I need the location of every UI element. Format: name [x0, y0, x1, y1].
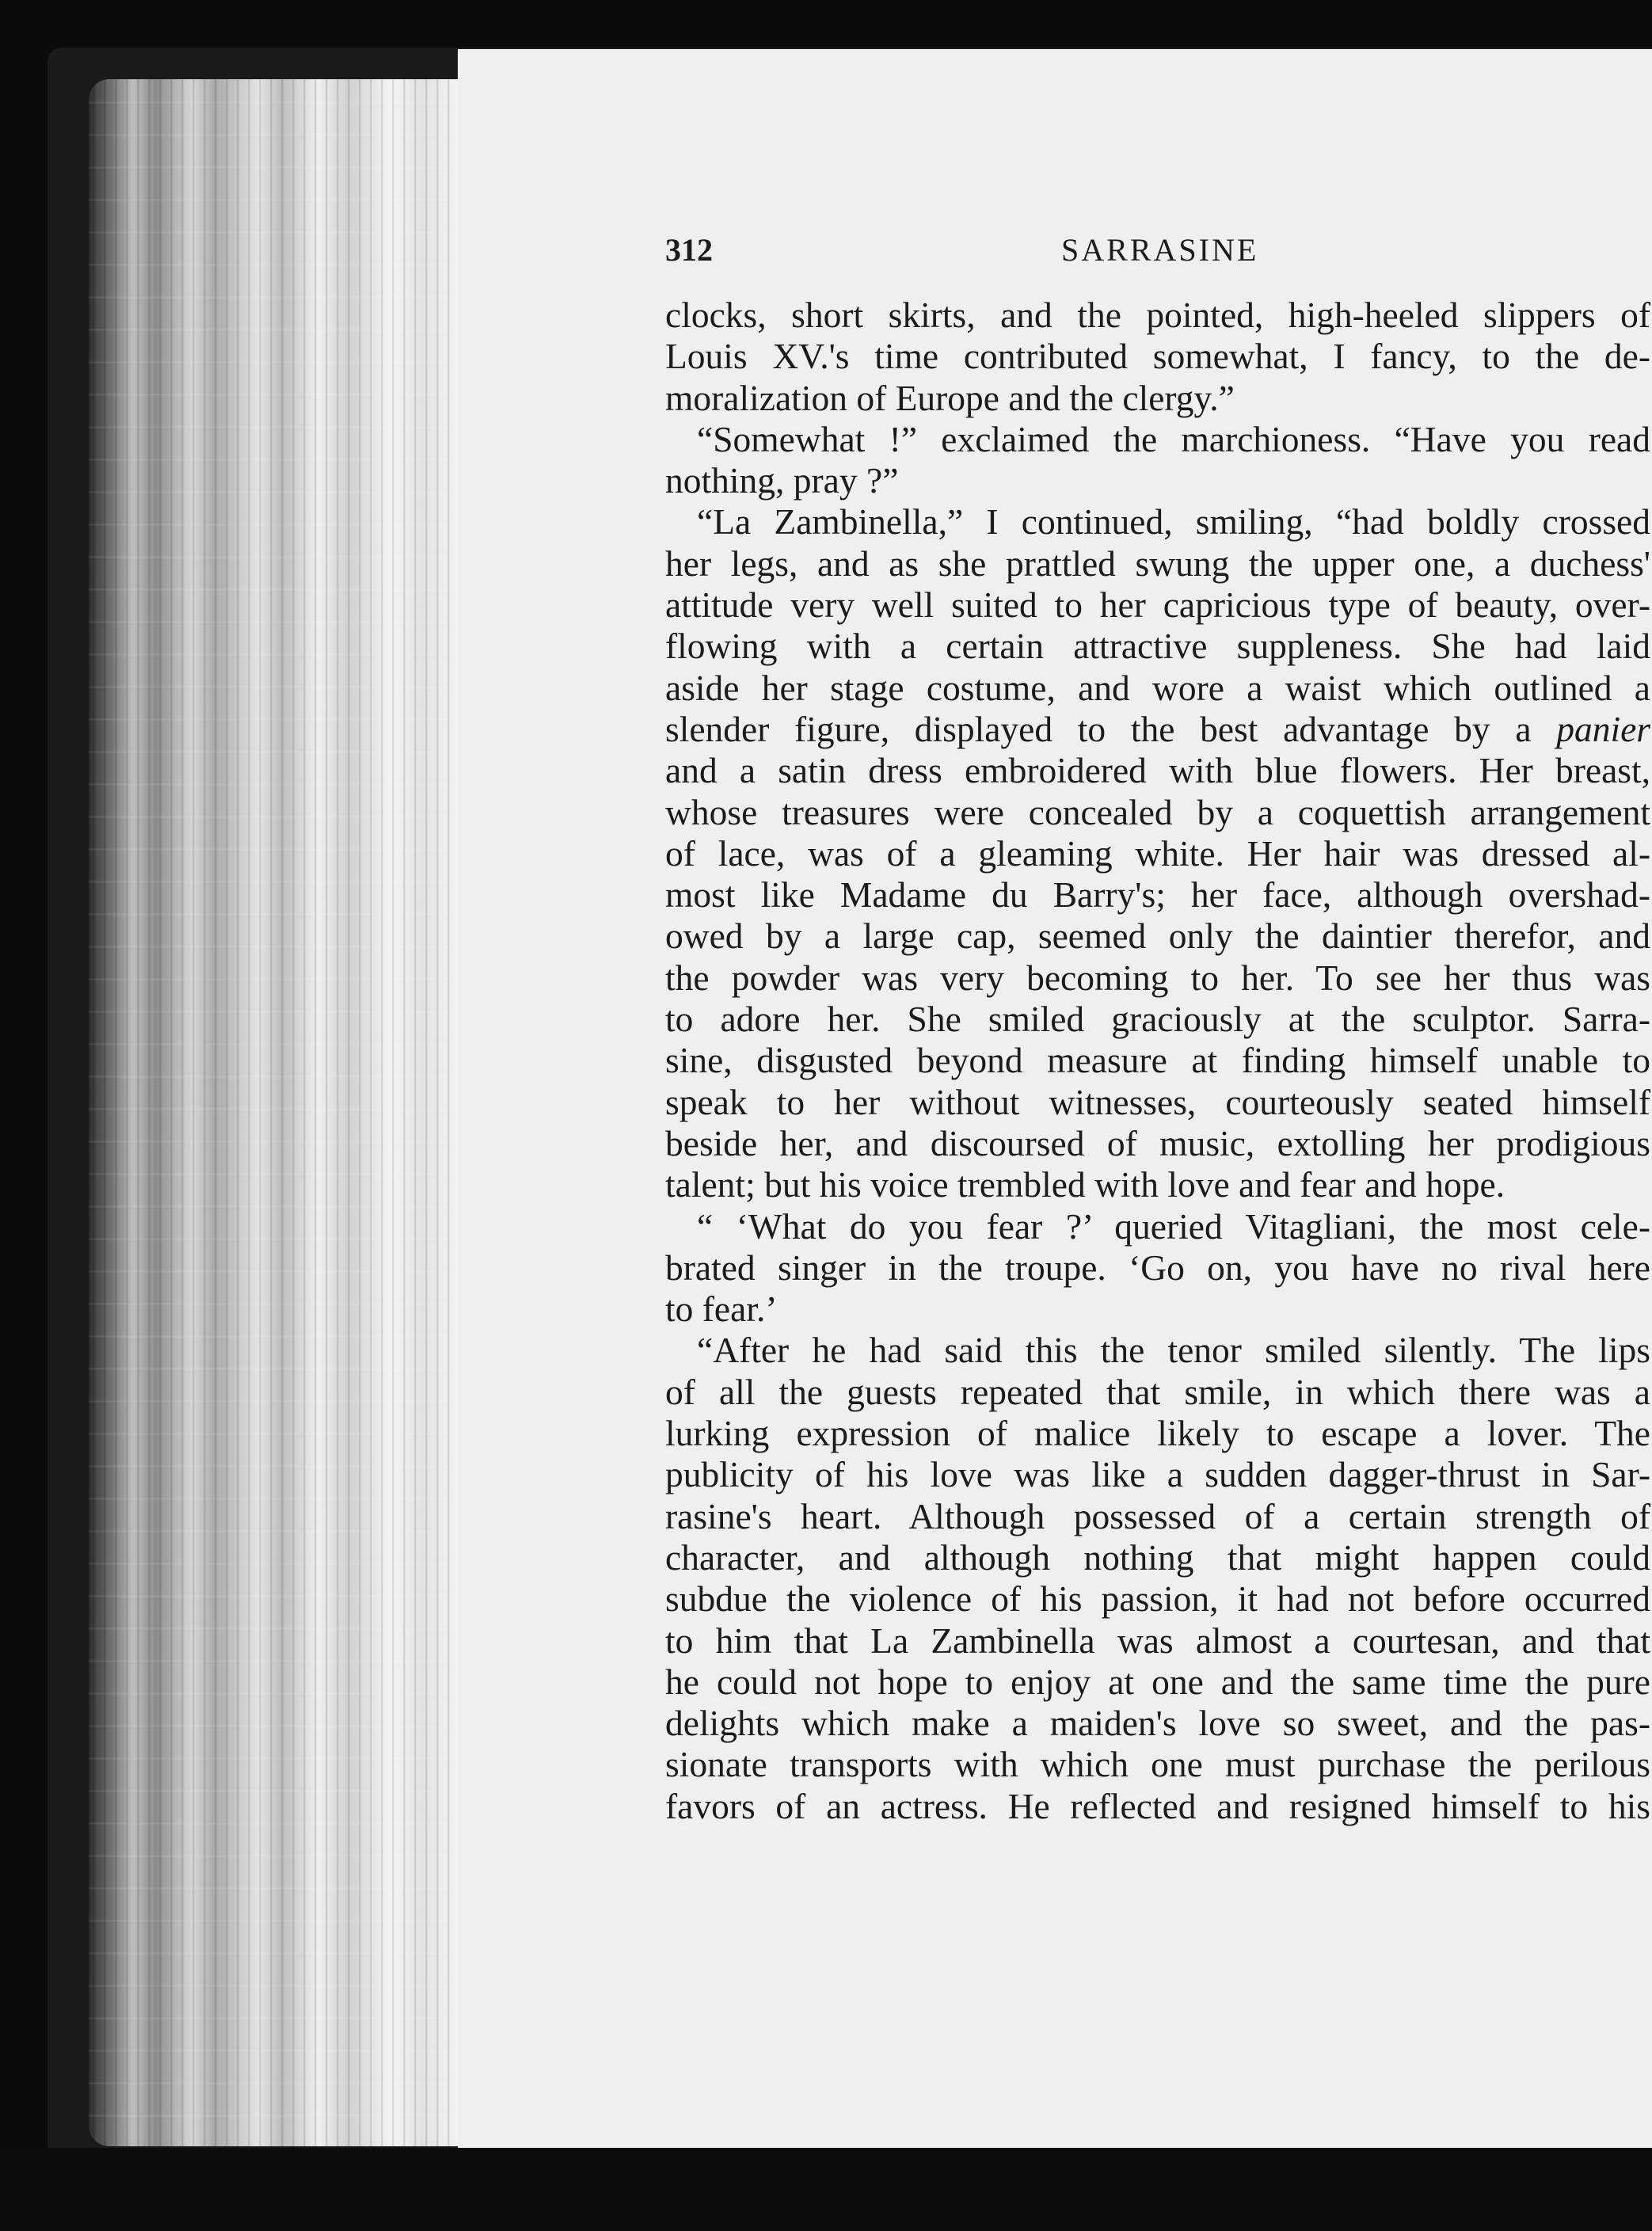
text-line: “La Zambinella,” I continued, smiling, “had boldly crossed: [697, 501, 1650, 543]
text-line: delights which make a maiden's love so sweet, and the pas-: [665, 1703, 1650, 1744]
text-line: “Somewhat !” exclaimed the marchioness. “Have you read: [697, 418, 1650, 459]
text-line: her legs, and as she prattled swung the upper one, a duchess': [665, 543, 1650, 584]
text-line: favors of an actress. He reflected and resigned himself to his: [665, 1785, 1650, 1826]
text-line: flowing with a certain attractive suppleness. She had laid: [665, 626, 1650, 667]
text-line: clocks, short skirts, and the pointed, high-heeled slippers of: [665, 295, 1650, 335]
text-line: moralization of Europe and the clergy.”: [665, 377, 1235, 418]
text-line: subdue the violence of his passion, it had not before occurred: [665, 1578, 1650, 1620]
text-line: attitude very well suited to her capricious type of beauty, over-: [665, 584, 1650, 626]
text-line: to adore her. She smiled graciously at the sculptor. Sarra-: [665, 999, 1650, 1040]
text-line: talent; but his voice trembled with love and fear and hope.: [665, 1164, 1505, 1205]
text-line: aside her stage costume, and wore a waist which outlined a: [665, 667, 1650, 708]
body-text: [665, 295, 1650, 1827]
text-line: the powder was very becoming to her. To see her thus was: [665, 957, 1650, 998]
text-line: sionate transports with which one must purchase the perilous: [665, 1744, 1650, 1785]
page-number: 312: [665, 232, 713, 268]
text-line: sine, disgusted beyond measure at finding himself unable to: [665, 1040, 1650, 1081]
text-line: whose treasures were concealed by a coquettish arrangement: [665, 791, 1650, 832]
text-line-with-italic: [665, 709, 1650, 750]
text-line: most like Madame du Barry's; her face, although overshad-: [665, 874, 1650, 916]
text-line: to him that La Zambinella was almost a courtesan, and that: [665, 1620, 1650, 1661]
text-line: nothing, pray ?”: [665, 460, 899, 501]
text-line: he could not hope to enjoy at one and the same time the pure: [665, 1661, 1650, 1702]
running-title: SARRASINE: [1061, 232, 1259, 268]
text-line: “ ‘What do you fear ?’ queried Vitagliani, the most cele-: [697, 1205, 1650, 1247]
text-line: rasine's heart. Although possessed of a certain strength of: [665, 1495, 1650, 1536]
italic-word-panier: panier: [1556, 708, 1650, 749]
text-line-part: slender figure, displayed to the best advantage by a: [665, 708, 1532, 749]
text-line: of lace, was of a gleaming white. Her hair was dressed al-: [665, 832, 1650, 874]
text-line: to fear.’: [665, 1289, 778, 1330]
running-head: [665, 231, 1259, 271]
text-line: “After he had said this the tenor smiled silently. The lips: [697, 1330, 1650, 1371]
text-line: beside her, and discoursed of music, extolling her prodigious: [665, 1122, 1650, 1163]
text-line: publicity of his love was like a sudden dagger-thrust in Sar-: [665, 1454, 1650, 1495]
text-line: and a satin dress embroidered with blue flowers. Her breast,: [665, 750, 1650, 791]
scan-bottom-border: [0, 2148, 1652, 2231]
text-line: lurking expression of malice likely to escape a lover. The: [665, 1413, 1650, 1454]
text-line: brated singer in the troupe. ‘Go on, you have no rival here: [665, 1247, 1650, 1288]
text-line: of all the guests repeated that smile, in which there was a: [665, 1371, 1650, 1412]
text-line: owed by a large cap, seemed only the daintier therefor, and: [665, 916, 1650, 957]
text-line: Louis XV.'s time contributed somewhat, I fancy, to the de-: [665, 336, 1650, 377]
text-line: speak to her without witnesses, courteously seated himself: [665, 1081, 1650, 1122]
text-line: character, and although nothing that might happen could: [665, 1536, 1650, 1578]
page-edges-stack: [89, 79, 459, 2146]
